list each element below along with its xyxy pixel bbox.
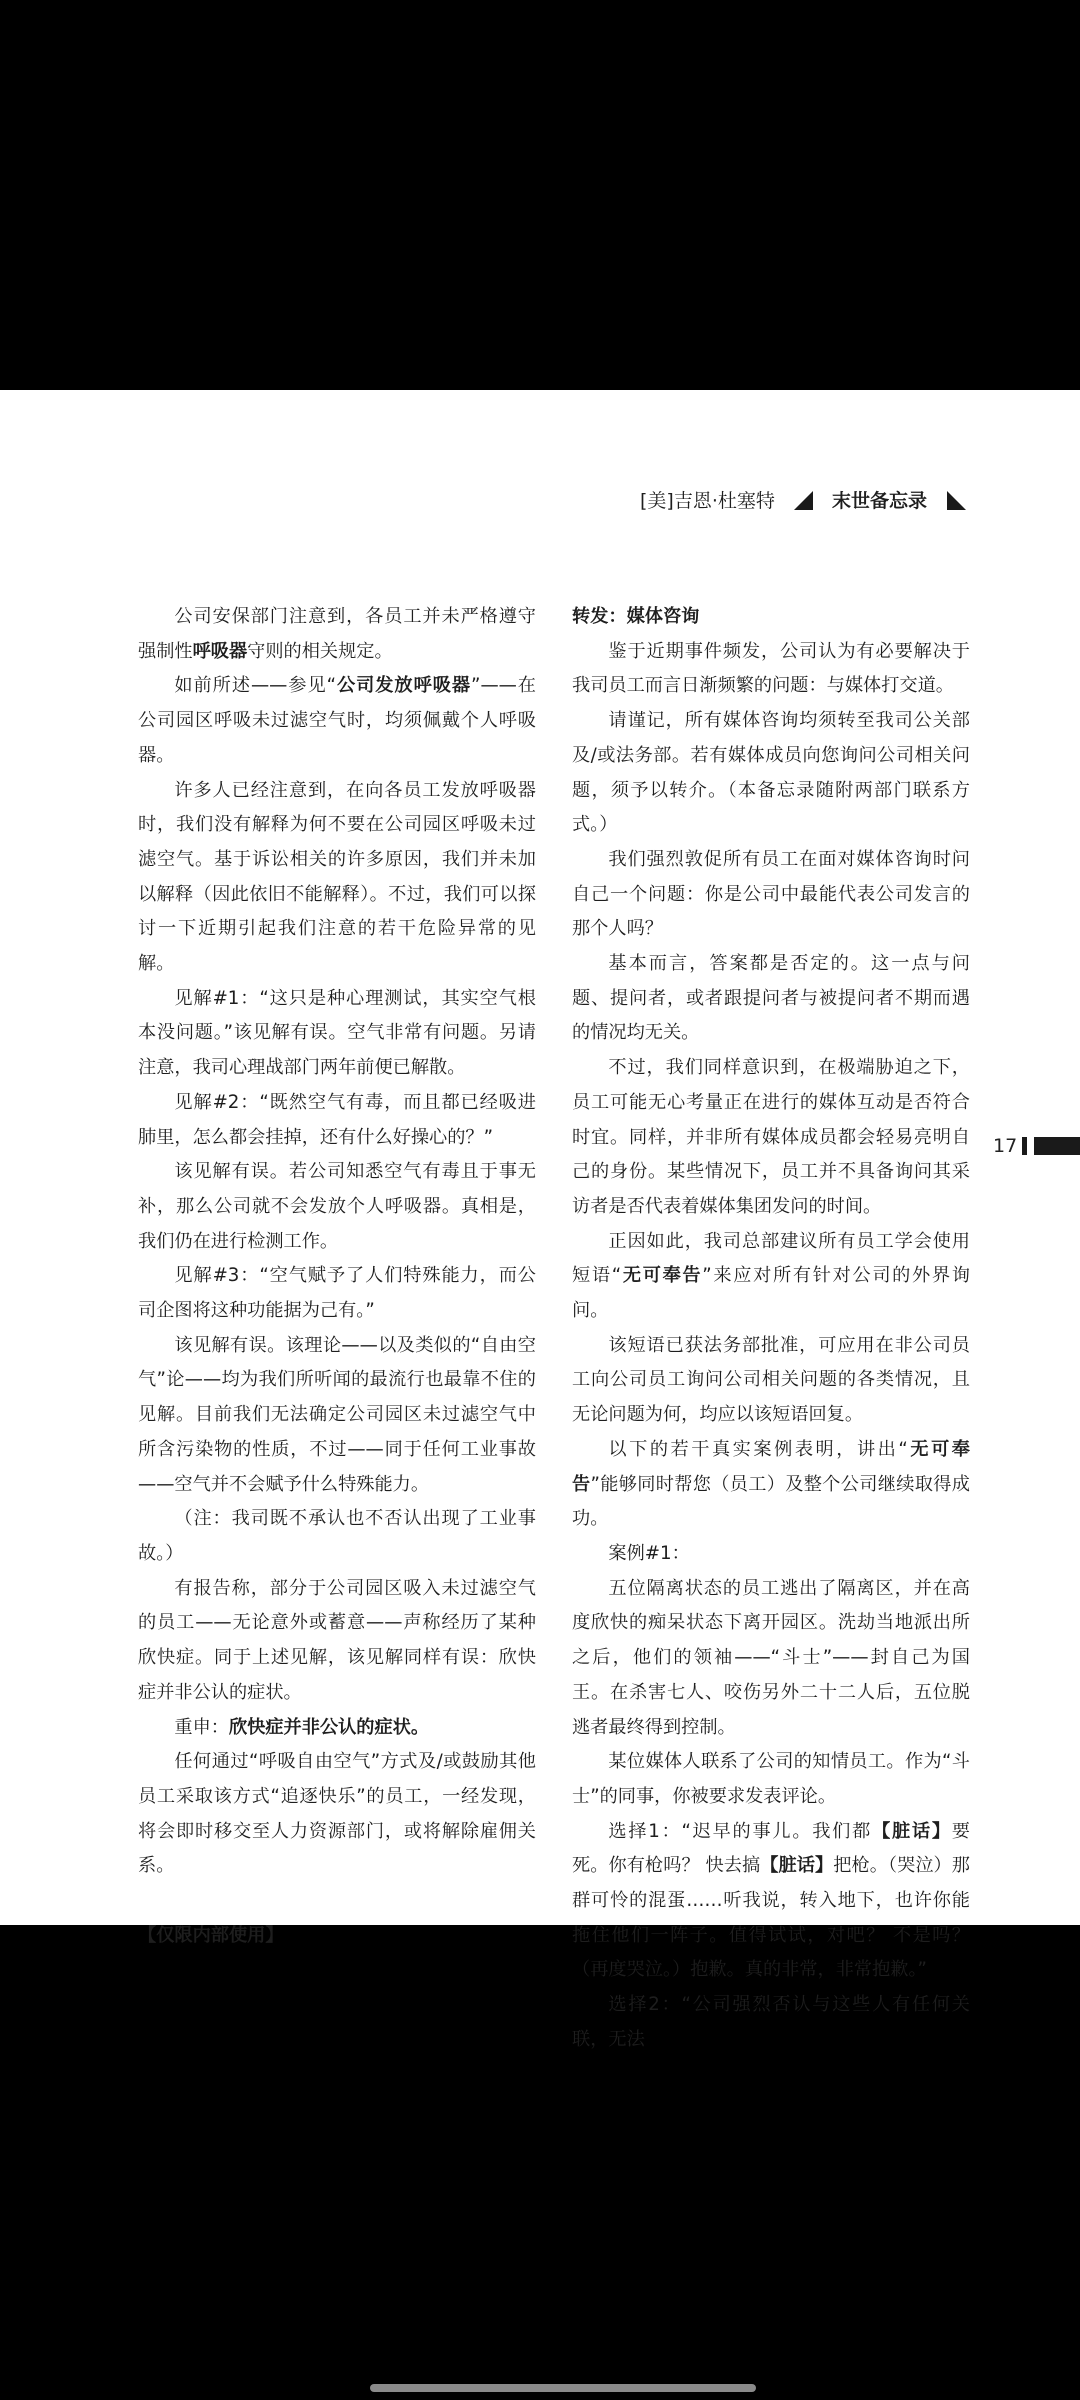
triangle-ornament-icon [947,491,966,510]
paragraph: 案例#1： [608,1542,690,1564]
paragraph: 五位隔离状态的员工逃出了隔离区，并在高度欣快的痴呆状态下离开园区。洗劫当地派出所之后，他们的领袖——“斗士”——封自己为国王。在杀害七人、咬伤另外二十二人后，五位脱逃者最终得到控制。 [572,1577,970,1738]
paragraph: （注：我司既不承认也不否认出现了工业事故。） [138,1508,536,1564]
paragraph: 见解#1：“这只是种心理测试，其实空气根本没问题。”该见解有误。空气非常有问题。另请注意，我司心理战部门两年前便已解散。 [138,987,536,1079]
paragraph: 以下的若干真实案例表明，讲出“无可奉告”能够同时帮您（员工）及整个公司继续取得成功。 [572,1438,970,1530]
paragraph: 见解#2：“既然空气有毒，而且都已经吸进肺里，怎么都会挂掉，还有什么好操心的？” [138,1091,536,1148]
paragraph: 不过，我们同样意识到，在极端胁迫之下，员工可能无心考量正在进行的媒体互动是否符合时宜。同样，并非所有媒体成员都会轻易亮明自己的身份。某些情况下，员工并不具备询问其采访者是否代表着媒体集团发问的时间。 [572,1057,970,1217]
paragraph: 有报告称，部分于公司园区吸入未过滤空气的员工——无论意外或蓄意——声称经历了某种欣快症。同于上述见解，该见解同样有误：欣快症并非公认的症状。 [138,1577,536,1703]
paragraph: 正因如此，我司总部建议所有员工学会使用短语“无可奉告”来应对所有针对公司的外界询问。 [572,1230,970,1322]
paragraph: 该短语已获法务部批准，可应用在非公司员工向公司员工询问公司相关问题的各类情况，且无论问题为何，均应以该短语回复。 [572,1334,970,1426]
section-heading: 转发：媒体咨询 [572,606,700,627]
author-name: [美]吉恩·杜塞特 [640,490,775,512]
paragraph: 见解#3：“空气赋予了人们特殊能力，而公司企图将这种功能据为己有。” [138,1265,536,1322]
paragraph: 许多人已经注意到，在向各员工发放呼吸器时，我们没有解释为何不要在公司园区呼吸未过滤空气。基于诉讼相关的许多原因，我们并未加以解释（因此依旧不能解释）。不过，我们可以探讨一下近期引起我们注意的若干危险异常的见解。 [138,779,536,975]
paragraph: 公司安保部门注意到，各员工并未严格遵守强制性呼吸器守则的相关规定。 [138,606,536,662]
paragraph: 某位媒体人联系了公司的知情员工。作为“斗士”的同事，你被要求发表评论。 [572,1751,970,1807]
paragraph: 我们强烈敦促所有员工在面对媒体咨询时问自己一个问题：你是公司中最能代表公司发言的那个人吗？ [572,848,970,940]
page-number: 17 [993,1135,1018,1157]
home-indicator[interactable] [370,2384,756,2392]
paragraph: 重申：欣快症并非公认的症状。 [174,1716,430,1738]
running-head [640,486,980,516]
triangle-ornament-icon [794,491,813,510]
book-title: 末世备忘录 [832,490,928,512]
paragraph: 基本而言，答案都是否定的。这一点与问题、提问者，或者跟提问者与被提问者不期而遇的情况均无关。 [572,953,970,1044]
book-page [0,390,1080,2050]
left-column [138,600,536,1953]
paragraph: 选择2：“公司强烈否认与这些人有任何关联，无法 [572,1994,970,2050]
paragraph: 选择1：“迟早的事儿。我们都【脏话】要死。你有枪吗？ 快去搞【脏话】把枪。（哭泣）那群可怜的混蛋……听我说，转入地下，也许你能拖住他们一阵子。值得试试，对吧？ 不是吗？（再度哭泣。）抱歉。真的非常，非常抱歉。” [572,1820,970,1981]
right-column [572,600,970,2058]
paragraph: 鉴于近期事件频发，公司认为有必要解决于我司员工而言日渐频繁的问题：与媒体打交道。 [572,640,970,697]
page-tab-marker [1022,1137,1027,1155]
paragraph: 该见解有误。该理论——以及类似的“自由空气”论——均为我们所听闻的最流行也最靠不住的见解。目前我们无法确定公司园区未过滤空气中所含污染物的性质，不过——同于任何工业事故——空气并不会赋予什么特殊能力。 [138,1334,536,1495]
paragraph: 如前所述——参见“公司发放呼吸器”——在公司园区呼吸未过滤空气时，均须佩戴个人呼吸器。 [138,675,536,766]
paragraph: 任何通过“呼吸自由空气”方式及/或鼓励其他员工采取该方式“追逐快乐”的员工，一经发现，将会即时移交至人力资源部门，或将解除雇佣关系。 [138,1751,536,1877]
page-tab-marker [1034,1137,1080,1155]
paragraph: 请谨记，所有媒体咨询均须转至我司公关部及/或法务部。若有媒体成员向您询问公司相关问题，须予以转介。（本备忘录随附两部门联系方式。） [572,710,970,836]
paragraph: 该见解有误。若公司知悉空气有毒且于事无补，那么公司就不会发放个人呼吸器。真相是，我们仍在进行检测工作。 [138,1161,536,1252]
internal-use-note: 【仅限内部使用】 [138,1924,284,1946]
